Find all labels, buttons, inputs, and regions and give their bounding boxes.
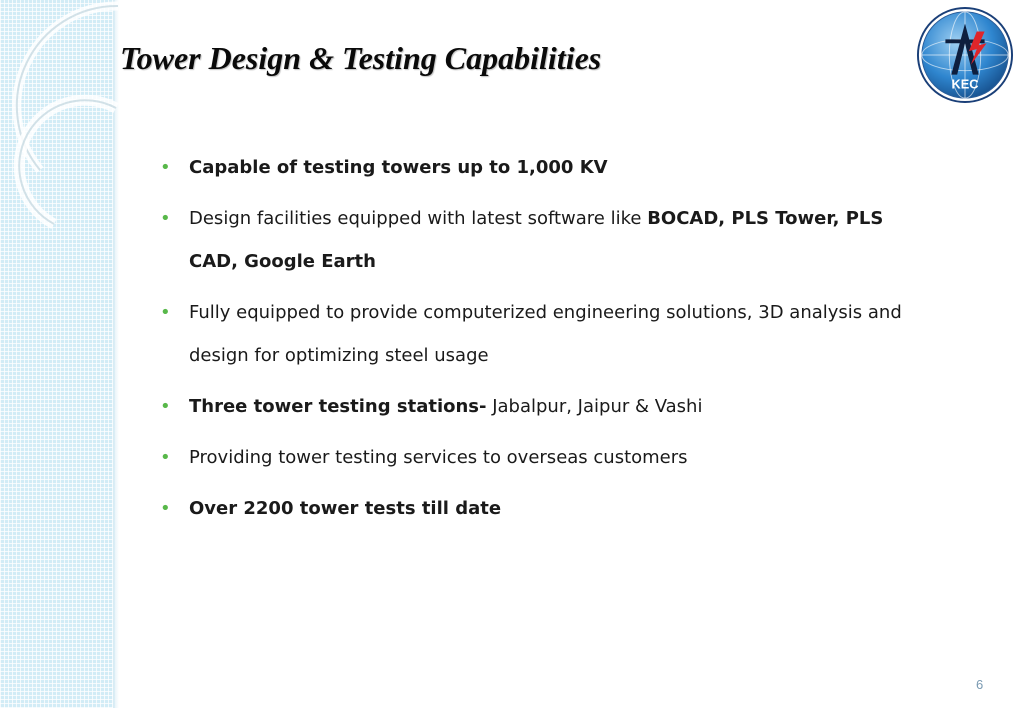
bullet-item <box>160 197 920 283</box>
bullet-dot-icon: • <box>160 498 171 519</box>
bullet-item <box>160 487 920 530</box>
bullet-item <box>160 146 920 189</box>
bullet-dot-icon: • <box>160 302 171 323</box>
bullet-item <box>160 436 920 479</box>
bullet-dot-icon: • <box>160 396 171 417</box>
bullet-item <box>160 385 920 428</box>
bullet-text-bold: Capable of testing towers up to 1,000 KV <box>189 157 608 178</box>
decorative-arcs <box>0 0 130 260</box>
logo-text: KEC <box>951 76 979 92</box>
slide-title: Tower Design & Testing Capabilities <box>120 40 602 76</box>
page-number: 6 <box>976 677 984 692</box>
kec-logo <box>916 6 1014 104</box>
bullet-dot-icon: • <box>160 208 171 229</box>
bullet-item <box>160 291 920 377</box>
bullet-dot-icon: • <box>160 157 171 178</box>
bullet-text: Design facilities equipped with latest software like <box>189 208 648 229</box>
bullet-text: Jabalpur, Jaipur & Vashi <box>486 396 703 417</box>
bullet-text: Fully equipped to provide computerized engineering solutions, 3D analysis and design for optimizing steel usage <box>189 302 902 366</box>
bullet-text-bold: Over 2200 tower tests till date <box>189 498 502 519</box>
bullet-list <box>160 146 920 538</box>
bullet-dot-icon: • <box>160 447 171 468</box>
bullet-text: Providing tower testing services to overseas customers <box>189 447 688 468</box>
bullet-text-bold: Three tower testing stations- <box>189 396 487 417</box>
bullet-text-bold: BOCAD, PLS Tower, PLS CAD, Google Earth <box>189 208 884 272</box>
